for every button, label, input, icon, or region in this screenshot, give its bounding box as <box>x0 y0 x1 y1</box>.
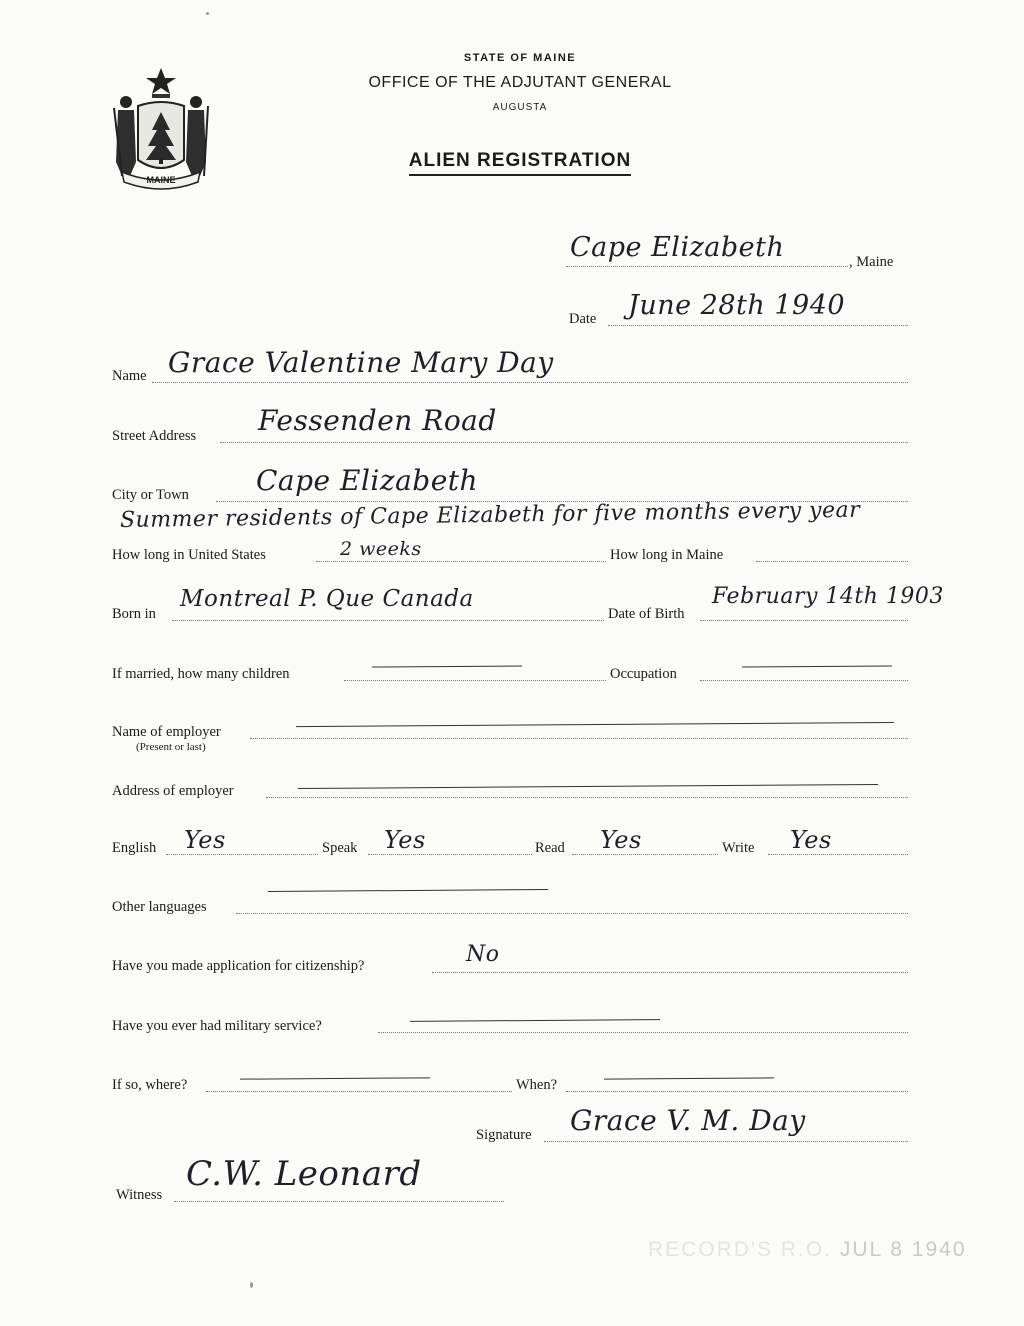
employer-address-label: Address of employer <box>112 783 234 799</box>
form-title <box>8 150 1024 172</box>
witness-value: C.W. Leonard <box>186 1154 422 1194</box>
other-languages-dotted-line <box>236 913 908 914</box>
other-languages-dash-mark <box>268 889 548 892</box>
speak-label: Speak <box>322 840 358 856</box>
children-dotted-line <box>344 680 606 681</box>
header-city: AUGUSTA <box>492 102 548 113</box>
military-dotted-line <box>378 1032 908 1033</box>
write-dotted-line <box>768 854 908 855</box>
where-dash-mark <box>240 1077 430 1079</box>
name-value: Grace Valentine Mary Day <box>168 346 554 379</box>
residence-note: Summer residents of Cape Elizabeth for five months every year <box>119 497 861 533</box>
children-label: If married, how many children <box>112 666 290 682</box>
how-long-maine-dotted-line <box>756 561 908 562</box>
born-in-dotted-line <box>172 620 604 621</box>
english-value: Yes <box>184 826 226 854</box>
how-long-us-value: 2 weeks <box>340 538 422 560</box>
children-dash-mark <box>372 665 522 667</box>
date-label: Date <box>569 311 597 327</box>
employer-name-dotted-line <box>250 738 908 739</box>
citizenship-dotted-line <box>432 972 908 973</box>
stamp-faint-prefix: RECORD'S R.O. <box>648 1238 833 1261</box>
signature-label: Signature <box>476 1127 532 1143</box>
write-label: Write <box>722 840 755 856</box>
occupation-dotted-line <box>700 680 908 681</box>
how-long-maine-label: How long in Maine <box>610 547 724 563</box>
header-office: OFFICE OF THE ADJUTANT GENERAL <box>368 74 672 91</box>
citizenship-value: No <box>466 942 500 967</box>
when-dotted-line <box>566 1091 908 1092</box>
employer-name-label: Name of employer <box>112 724 221 740</box>
occupation-dash-mark <box>742 665 892 667</box>
how-long-us-label: How long in United States <box>112 547 266 563</box>
when-dash-mark <box>604 1077 774 1079</box>
born-in-label: Born in <box>112 606 156 622</box>
where-dotted-line <box>206 1091 512 1092</box>
street-address-label: Street Address <box>112 428 197 444</box>
city-or-town-value: Cape Elizabeth <box>256 464 479 497</box>
speak-value: Yes <box>384 826 426 854</box>
scan-speck <box>250 1282 253 1288</box>
city-or-town-label: City or Town <box>112 487 189 503</box>
date-of-birth-dotted-line <box>700 620 908 621</box>
scan-speck <box>206 12 209 15</box>
english-label: English <box>112 840 157 856</box>
military-dash-mark <box>410 1019 660 1022</box>
street-address-value: Fessenden Road <box>258 404 497 437</box>
name-label: Name <box>112 368 147 384</box>
occupation-label: Occupation <box>610 666 677 682</box>
form-title-text: ALIEN REGISTRATION <box>409 150 631 176</box>
date-value: June 28th 1940 <box>628 290 846 321</box>
witness-label: Witness <box>116 1187 163 1203</box>
town-dotted-line <box>566 266 848 267</box>
read-dotted-line <box>572 854 718 855</box>
town-value: Cape Elizabeth <box>570 232 785 263</box>
born-in-value: Montreal P. Que Canada <box>180 586 474 612</box>
read-label: Read <box>535 840 565 856</box>
stamp-date: JUL 8 1940 <box>839 1238 967 1261</box>
seal-label: MAINE <box>146 175 176 185</box>
header-state: STATE OF MAINE <box>463 52 577 64</box>
date-of-birth-value: February 14th 1903 <box>712 584 944 609</box>
witness-dotted-line <box>174 1201 504 1202</box>
name-dotted-line <box>152 382 908 383</box>
date-dotted-line <box>608 325 908 326</box>
signature-value: Grace V. M. Day <box>570 1104 806 1137</box>
read-value: Yes <box>600 826 642 854</box>
employer-address-dotted-line <box>266 797 908 798</box>
other-languages-label: Other languages <box>112 899 207 915</box>
when-label: When? <box>516 1077 558 1093</box>
employer-address-dash-mark <box>298 784 878 789</box>
signature-dotted-line <box>544 1141 908 1142</box>
write-value: Yes <box>790 826 832 854</box>
employer-name-sublabel: (Present or last) <box>136 741 206 753</box>
english-dotted-line <box>166 854 318 855</box>
where-label: If so, where? <box>112 1077 188 1093</box>
date-of-birth-label: Date of Birth <box>608 606 685 622</box>
speak-dotted-line <box>368 854 532 855</box>
military-label: Have you ever had military service? <box>112 1018 322 1034</box>
street-address-dotted-line <box>220 442 908 443</box>
how-long-us-dotted-line <box>316 561 606 562</box>
state-suffix: , Maine <box>849 254 894 270</box>
received-stamp <box>648 1238 967 1262</box>
citizenship-label: Have you made application for citizenship? <box>112 958 365 974</box>
employer-name-dash-mark <box>296 722 894 727</box>
